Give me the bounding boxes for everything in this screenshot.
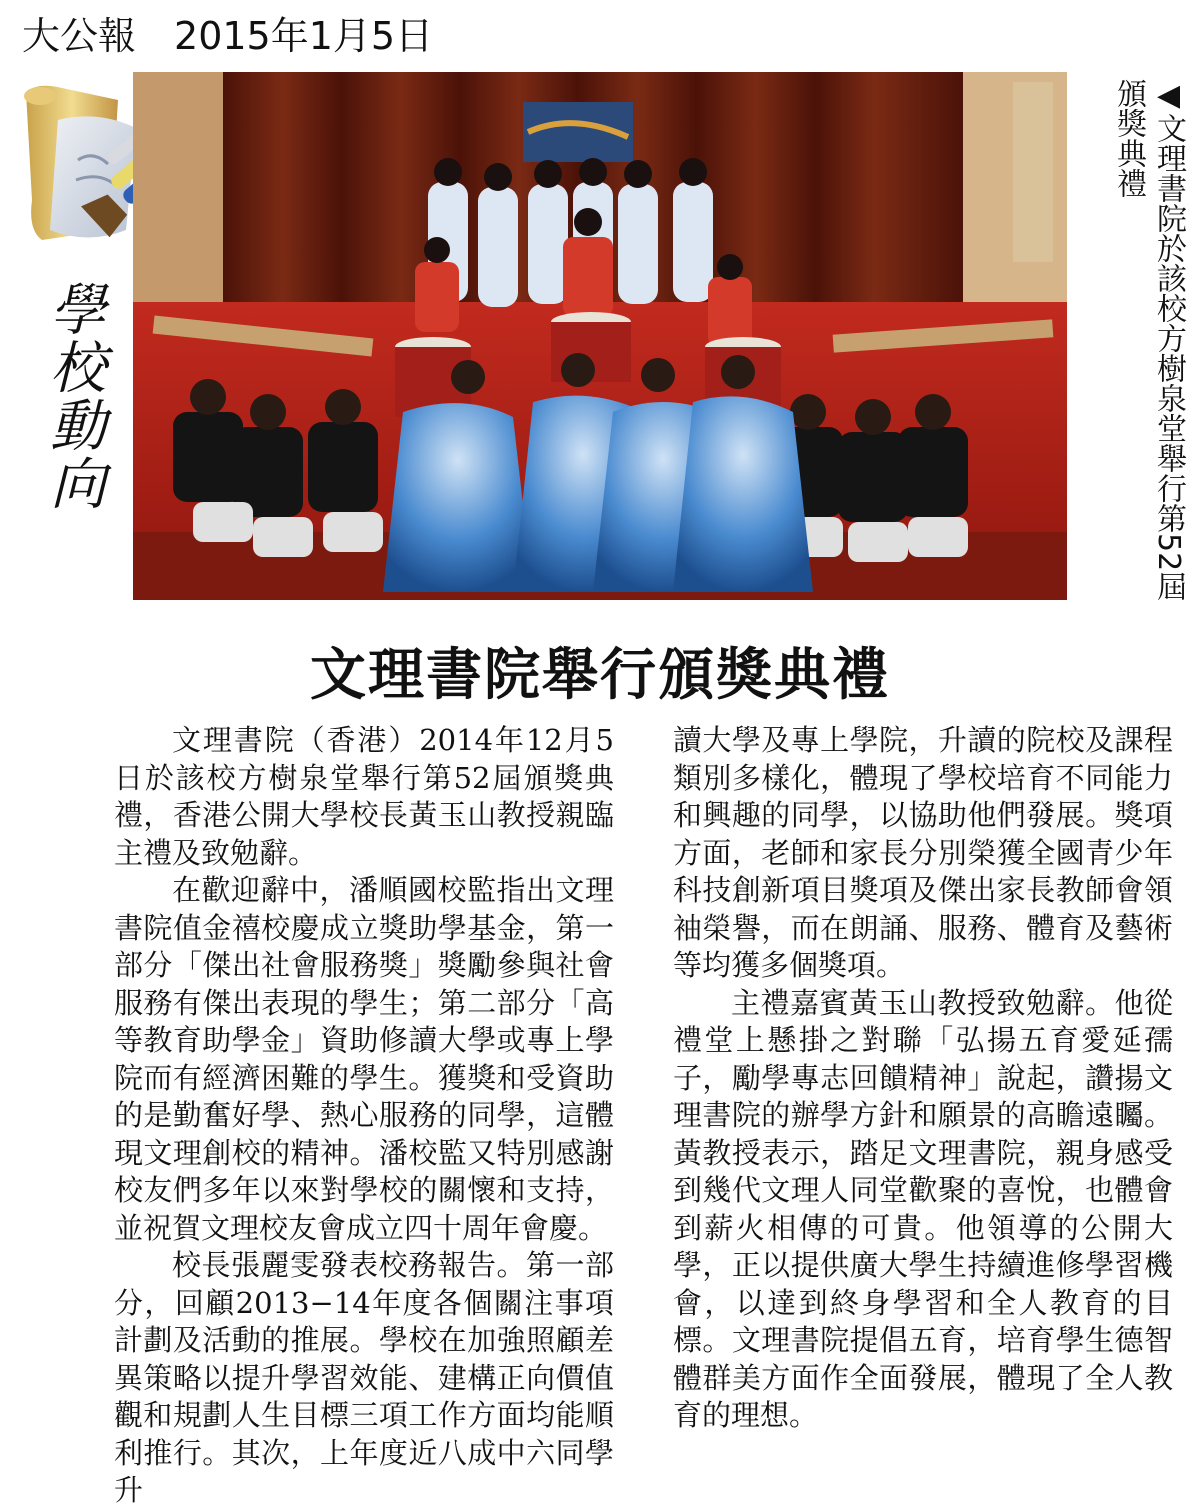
photo-caption [1108, 78, 1188, 618]
caption-arrow-icon: ◀ [1151, 78, 1186, 113]
article-paragraph: 主禮嘉賓黃玉山教授致勉辭。他從禮堂上懸掛之對聯「弘揚五育愛延孺子，勵學專志回饋精神」說起，讚揚文理書院的辦學方針和願景的高瞻遠矚。黃教授表示，踏足文理書院，親身感受到幾代文理人同堂歡聚的喜悅，也體會到薪火相傳的可貴。他領導的公開大學，正以提供廣大學生持續進修學習機會，以達到終身學習和全人教育的目標。文理書院提倡五育，培育學生德智體群美方面作全面發展，體現了全人教育的理想。 [673, 985, 1173, 1432]
award-ceremony-performers-photo [133, 72, 1067, 600]
masthead [22, 12, 433, 60]
publication-date: 2015年1月5日 [174, 14, 434, 58]
article-paragraph: 校長張麗雯發表校務報告。第一部分，回顧2013−14年度各個關注事項計劃及活動的推展。學校在加強照顧差異策略以提升學習效能、建構正向價值觀和規劃人生目標三項工作方面均能順利推行。其次，上年度近八成中六同學升 [114, 1248, 614, 1507]
article-paragraph: 在歡迎辭中，潘順國校監指出文理書院值金禧校慶成立獎助學基金，第一部分「傑出社會服務獎」獎勵參與社會服務有傑出表現的學生；第二部分「高等教育助學金」資助修讀大學或專上學院而有經濟困難的學生。獲獎和受資助的是勤奮好學、熱心服務的同學，這體現文理創校的精神。潘校監又特別感謝校友們多年以來對學校的關懷和支持，並祝賀文理校友會成立四十周年會慶。 [114, 873, 614, 1245]
newspaper-name: 大公報 [22, 14, 137, 58]
article-column-left [114, 722, 614, 1510]
article-paragraph: 文理書院（香港）2014年12月5日於該校方樹泉堂舉行第52屆頒獎典禮，香港公開大學校長黃玉山教授親臨主禮及致勉辭。 [114, 723, 614, 870]
column-title: 學校動向 [41, 280, 106, 512]
article-headline: 文理書院舉行頒獎典禮 [310, 642, 890, 708]
article-paragraph: 讀大學及專上學院，升讀的院校及課程類別多樣化，體現了學校培育不同能力和興趣的同學，以協助他們發展。獎項方面，老師和家長分別榮獲全國青少年科技創新項目獎項及傑出家長教師會領袖榮譽，而在朗誦、服務、體育及藝術等均獲多個獎項。 [673, 723, 1173, 982]
caption-text: 文理書院於該校方樹泉堂舉行第52屆頒獎典禮 [1111, 78, 1186, 602]
article-column-right [673, 722, 1173, 1435]
